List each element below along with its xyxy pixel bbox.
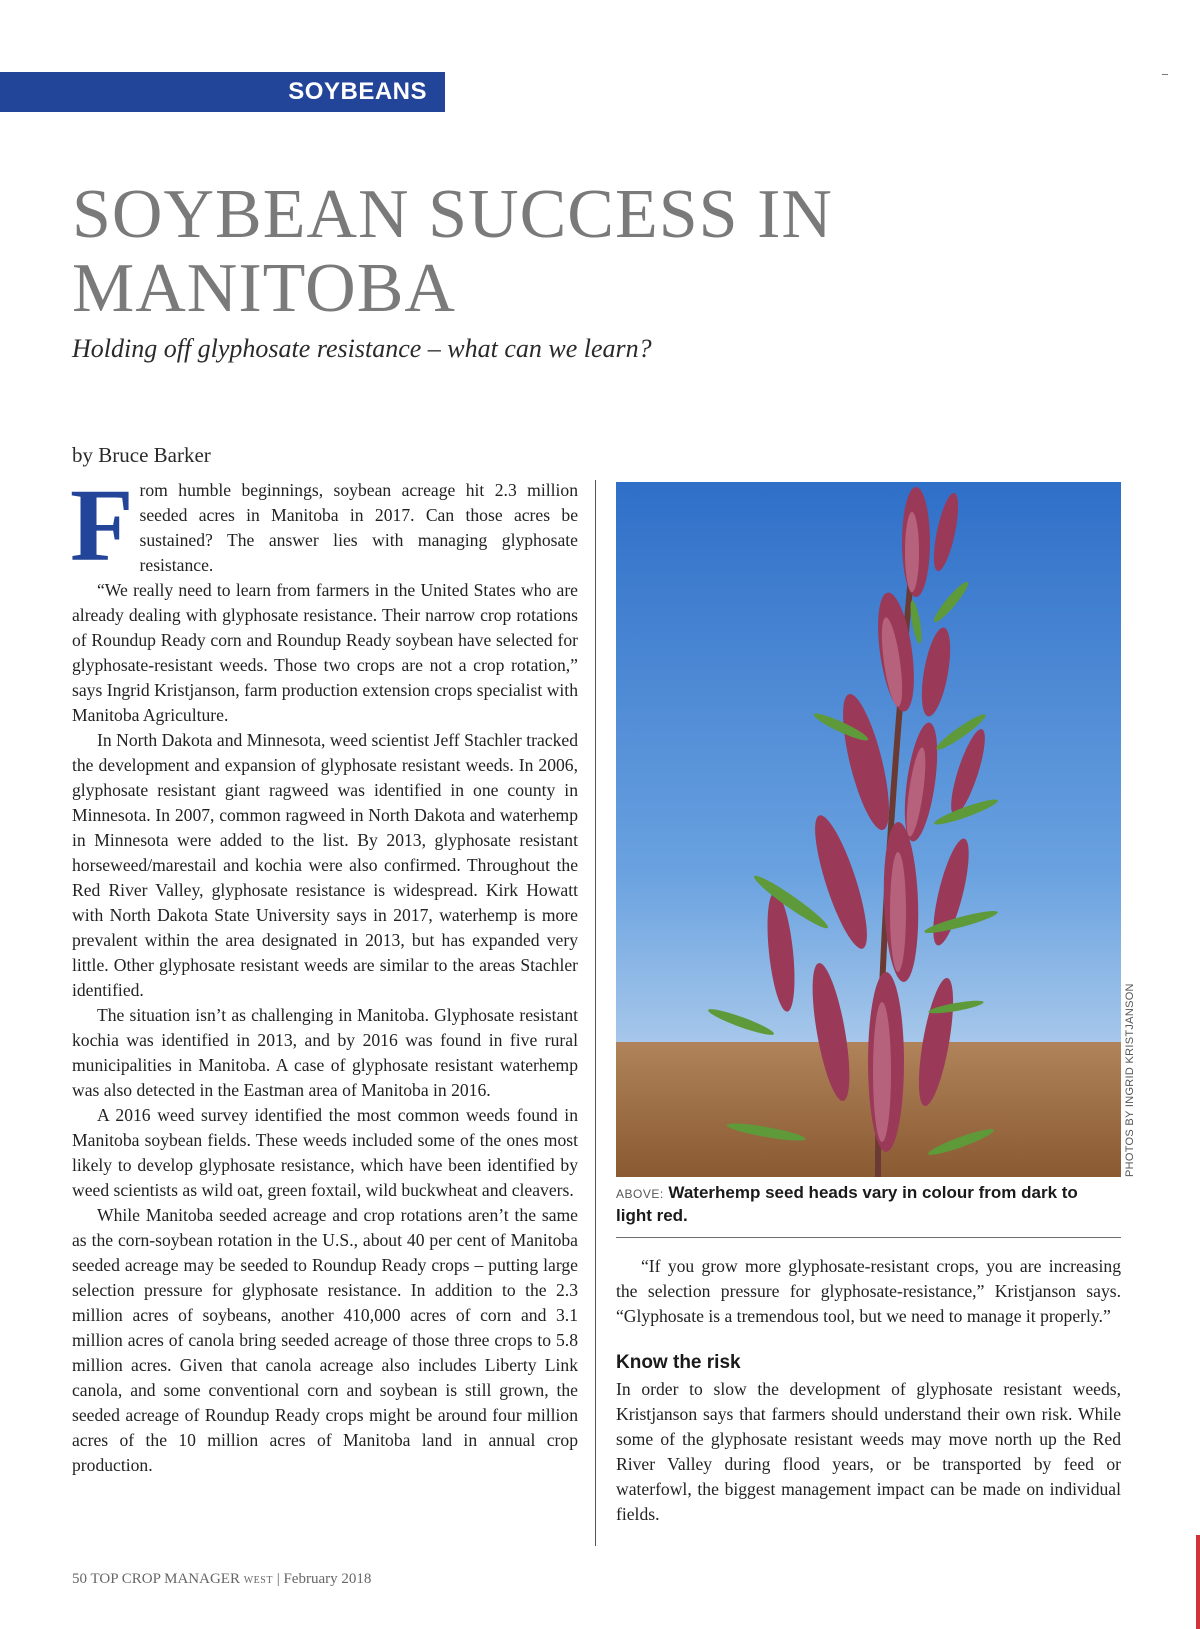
waterhemp-photo [616,482,1121,1177]
paragraph: “If you grow more glyphosate-resistant crops, you are increasing the selection pressure for glyphosate-resistance,” Kristjanson says. “Glyphosate is a tremendous tool, but we need to manage it properly.” [616,1256,1121,1326]
paragraph: A 2016 weed survey identified the most common weeds found in Manitoba soybean fields. These weeds included some of the ones most likely to develop glyphosate resistance, which have been identified by weed scientists as wild oat, green foxtail, wild buckwheat and cleavers. [72,1105,578,1200]
caption-label: ABOVE: [616,1187,664,1201]
dropcap: F [70,468,134,583]
column-divider [595,480,596,1546]
caption-rule [616,1237,1121,1238]
paragraph: From humble beginnings, soybean acreage hit 2.3 million seeded acres in Manitoba in 2017. Can those acres be sustained? The answer lies with managing glyphosate resistance. [70,468,578,583]
paragraph: The situation isn’t as challenging in Manitoba. Glyphosate resistant kochia was identified in 2013, and by 2016 was found in five rural municipalities in Manitoba. A case of glyphosate resistant waterhemp was also detected in the Eastman area of Manitoba in 2016. [72,1005,578,1100]
caption-text: Waterhemp seed heads vary in colour from dark to light red. [616,1183,1078,1225]
section-label: SOYBEANS [288,78,427,105]
edge-accent [1196,1535,1200,1629]
photo-caption [616,1182,1116,1226]
section-banner [0,72,445,112]
right-column [616,1254,1121,1527]
magazine-name: TOP CROP MANAGER [90,1571,240,1587]
article-subtitle: Holding off glyphosate resistance – what can we learn? [72,334,652,363]
article-title: SOYBEAN SUCCESS IN MANITOBA [72,176,833,327]
photo-credit: PHOTOS BY INGRID KRISTJANSON [1124,983,1136,1177]
corner-mark [1162,74,1168,75]
paragraph: While Manitoba seeded acreage and crop rotations aren’t the same as the corn-soybean rotation in the U.S., about 40 per cent of Manitoba seeded acreage may be seeded to Roundup Ready crops – putting large selection pressure for glyphosate resistance. In addition to the 2.3 million acres of soybeans, another 410,000 acres of corn and 3.1 million acres of canola bring seeded acreage of those three crops to 5.8 million acres. Given that canola acreage also includes Liberty Link canola, and some conventional corn and soybean is still grown, the seeded acreage of Roundup Ready crops might be around four million acres of the 10 million acres of Manitoba land in annual crop production. [72,1205,578,1475]
paragraph: In order to slow the development of glyphosate resistant weeds, Kristjanson says that farmers should understand their own risk. While some of the glyphosate resistant weeds may move north up the Red River Valley during flood years, or be transported by feed or waterfowl, the biggest management impact can be made on individual fields. [616,1379,1121,1524]
left-column [70,468,578,1478]
byline: by Bruce Barker [72,443,211,467]
issue-date: February 2018 [283,1571,372,1587]
magazine-edition: WEST [243,1575,273,1586]
paragraph: “We really need to learn from farmers in the United States who are already dealing with glyphosate resistance. Their narrow crop rotations of Roundup Ready corn and Roundup Ready soybean have selected for glyphosate-resistant weeds. Those two crops are not a crop rotation,” says Ingrid Kristjanson, farm production extension crops specialist with Manitoba Agriculture. [72,580,578,725]
subhead: Know the risk [616,1352,741,1373]
page-footer [72,1571,371,1588]
paragraph: In North Dakota and Minnesota, weed scientist Jeff Stachler tracked the development and expansion of glyphosate resistant weeds. In 2006, glyphosate resistant giant ragweed was identified in one county in Minnesota. In 2007, common ragweed in North Dakota and waterhemp in Minnesota were added to the list. By 2013, glyphosate resistant horseweed/marestail and kochia were also confirmed. Throughout the Red River Valley, glyphosate resistance is widespread. Kirk Howatt with North Dakota State University says in 2017, waterhemp is more prevalent within the area designated in 2013, but has expanded very little. Other glyphosate resistant weeds are similar to the areas Stachler identified. [72,730,578,1000]
page-number: 50 [72,1571,87,1587]
footer-separator: | [276,1571,280,1587]
